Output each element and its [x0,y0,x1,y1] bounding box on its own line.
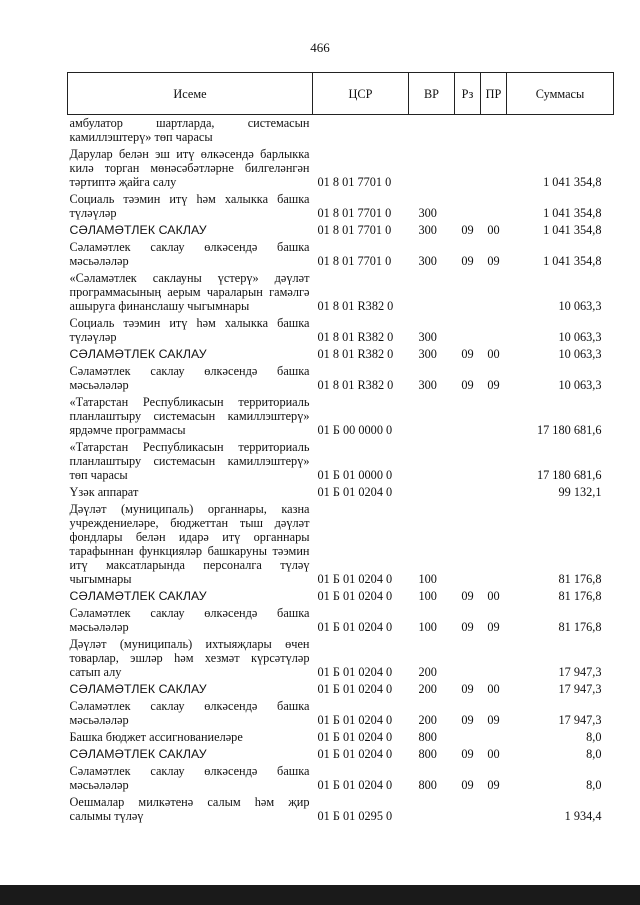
cell-pr [481,191,507,222]
cell-rz: 09 [461,254,474,268]
table-header-row [68,73,614,115]
cell-rz [455,636,481,681]
cell-rz [455,191,481,222]
cell-rz [455,501,481,588]
cell-rz [455,394,481,439]
cell-csr: 01 8 01 7701 0 [317,254,392,268]
table-row [68,346,614,363]
cell-sum: 10 063,3 [558,299,602,313]
cell-vr [409,794,455,825]
cell-pr [481,146,507,191]
cell-name: Сәламәтлек саклау өлкәсендә башка мәсьәләләр [69,764,310,792]
cell-pr [481,484,507,501]
cell-vr: 200 [418,713,437,727]
cell-vr: 300 [418,254,437,268]
cell-rz: 09 [461,682,474,696]
cell-pr [481,270,507,315]
cell-rz [455,270,481,315]
cell-vr: 300 [418,347,437,361]
cell-sum: 10 063,3 [558,330,602,344]
cell-csr: 01 8 01 7701 0 [317,223,392,237]
cell-pr [481,501,507,588]
cell-name: Сәламәтлек саклау өлкәсендә башка мәсьәләләр [69,240,310,268]
cell-sum: 17 947,3 [558,682,602,696]
header-pr: ПР [481,73,507,115]
cell-sum: 1 041 354,8 [543,223,602,237]
cell-sum: 17 947,3 [558,665,602,679]
cell-vr [409,439,455,484]
cell-name: СӘЛАМӘТЛЕК САКЛАУ [69,347,207,361]
cell-vr: 200 [418,665,437,679]
cell-vr: 800 [418,747,437,761]
cell-rz [455,115,481,147]
cell-name: Дәүләт (муниципаль) органнары, казна учреждениеләре, бюджеттан тыш дәүләт фондлары белән идарә итү органнары тарафыннан функцияләр башкаруны тәэмин итү максатларында персоналга түләү чыгымнары [69,502,310,586]
cell-pr: 09 [487,620,500,634]
cell-rz: 09 [461,747,474,761]
cell-csr: 01 Б 01 0204 0 [317,713,393,727]
header-csr: ЦСР [313,73,409,115]
cell-name: «Татарстан Республикасын территориаль планлаштыру системасын камиллэштерү» ярдәмче программасы [69,395,310,437]
cell-pr [481,115,507,147]
header-name: Исеме [68,73,313,115]
table-row [68,239,614,270]
header-vr: ВР [409,73,455,115]
cell-name: СӘЛАМӘТЛЕК САКЛАУ [69,682,207,696]
cell-vr: 300 [418,206,437,220]
cell-pr: 00 [487,347,500,361]
cell-csr: 01 Б 01 0204 0 [317,572,393,586]
cell-rz [455,729,481,746]
cell-pr: 00 [487,682,500,696]
cell-name: СӘЛАМӘТЛЕК САКЛАУ [69,589,207,603]
cell-vr: 300 [418,330,437,344]
cell-rz: 09 [461,347,474,361]
cell-sum: 8,0 [586,778,602,792]
cell-sum: 17 180 681,6 [536,423,602,437]
cell-sum: 99 132,1 [558,485,602,499]
table-row [68,222,614,239]
cell-rz: 09 [461,713,474,727]
cell-pr: 00 [487,589,500,603]
cell-pr: 09 [487,378,500,392]
cell-rz: 09 [461,620,474,634]
table-row [68,636,614,681]
cell-sum: 1 041 354,8 [543,254,602,268]
cell-sum: 81 176,8 [558,589,602,603]
table-row [68,146,614,191]
cell-pr [481,439,507,484]
table-row [68,439,614,484]
cell-csr: 01 Б 01 0204 0 [317,682,393,696]
cell-csr: 01 Б 01 0204 0 [317,620,393,634]
cell-sum: 8,0 [586,747,602,761]
table-row [68,484,614,501]
cell-csr: 01 Б 01 0295 0 [317,809,393,823]
cell-name: Дарулар белән эш итү өлкәсендә барлыкка килә торган мөнәсәбәтләрне билгеләнгән тәртиптә җайга салу [69,147,310,189]
cell-csr: 01 Б 01 0204 0 [317,747,393,761]
cell-vr [409,394,455,439]
cell-sum: 10 063,3 [558,347,602,361]
cell-csr: 01 Б 00 0000 0 [317,423,393,437]
cell-pr [481,315,507,346]
cell-name: Сәламәтлек саклау өлкәсендә башка мәсьәләләр [69,699,310,727]
table-row [68,605,614,636]
cell-rz [455,439,481,484]
cell-name: Сәламәтлек саклау өлкәсендә башка мәсьәләләр [69,606,310,634]
cell-sum: 17 947,3 [558,713,602,727]
cell-sum: 17 180 681,6 [536,468,602,482]
cell-name: Дәүләт (муниципаль) ихтыяҗлары өчен товарлар, эшләр һәм хезмәт күрсәтүләр сатып алу [69,637,310,679]
cell-name: СӘЛАМӘТЛЕК САКЛАУ [69,223,207,237]
cell-name: «Сәламәтлек саклауны үстерү» дәүләт программасының аерым чараларын гамәлгә ашыруга финанслашу чыгымнары [69,271,310,313]
cell-vr: 800 [418,730,437,744]
cell-pr: 09 [487,254,500,268]
cell-vr [409,146,455,191]
cell-vr: 100 [418,572,437,586]
table-row [68,501,614,588]
table-row [68,394,614,439]
cell-pr: 09 [487,713,500,727]
header-sum: Суммасы [507,73,614,115]
table-row [68,763,614,794]
cell-csr: 01 Б 01 0000 0 [317,468,393,482]
cell-csr: 01 Б 01 0204 0 [317,589,393,603]
cell-sum: 81 176,8 [558,620,602,634]
cell-sum: 1 934,4 [564,809,602,823]
cell-pr [481,794,507,825]
cell-rz [455,315,481,346]
cell-name: Социаль тәэмин итү һәм халыкка башка түләүләр [69,192,310,220]
cell-pr [481,394,507,439]
cell-name: Оешмалар милкәтенә салым һәм җир салымы түләү [69,795,310,823]
cell-pr: 00 [487,223,500,237]
table-row [68,794,614,825]
header-rz: Рз [455,73,481,115]
cell-vr: 100 [418,589,437,603]
cell-name: Үзәк аппарат [69,485,139,499]
cell-csr: 01 8 01 7701 0 [317,175,392,189]
cell-sum: 1 041 354,8 [543,175,602,189]
cell-csr: 01 8 01 R382 0 [317,299,394,313]
cell-rz [455,484,481,501]
cell-name: СӘЛАМӘТЛЕК САКЛАУ [69,747,207,761]
cell-vr [409,484,455,501]
cell-vr [409,270,455,315]
table-row [68,729,614,746]
cell-vr: 300 [418,378,437,392]
cell-pr [481,636,507,681]
cell-csr: 01 Б 01 0204 0 [317,665,393,679]
table-row [68,115,614,147]
cell-rz [455,146,481,191]
cell-csr: 01 8 01 R382 0 [317,378,394,392]
cell-rz [455,794,481,825]
cell-vr: 300 [418,223,437,237]
cell-pr: 00 [487,747,500,761]
scan-bottom-edge [0,885,640,905]
cell-vr: 200 [418,682,437,696]
cell-pr [481,729,507,746]
cell-csr: 01 8 01 7701 0 [317,206,392,220]
page-number: 466 [310,40,330,55]
cell-pr: 09 [487,778,500,792]
table-row [68,191,614,222]
cell-vr [409,115,455,147]
cell-rz: 09 [461,223,474,237]
cell-sum [507,115,614,147]
cell-name: Социаль тәэмин итү һәм халыкка башка түләүләр [69,316,310,344]
cell-sum: 1 041 354,8 [543,206,602,220]
cell-rz: 09 [461,589,474,603]
cell-sum: 10 063,3 [558,378,602,392]
budget-table [67,72,614,825]
cell-rz: 09 [461,778,474,792]
cell-name: амбулатор шартларда, системасын камиллэштерү» төп чарасы [69,116,310,144]
cell-sum: 81 176,8 [558,572,602,586]
table-row [68,746,614,763]
cell-name: Сәламәтлек саклау өлкәсендә башка мәсьәләләр [69,364,310,392]
table-row [68,588,614,605]
cell-csr: 01 Б 01 0204 0 [317,730,393,744]
cell-csr [313,115,409,147]
cell-vr: 800 [418,778,437,792]
table-row [68,270,614,315]
cell-rz: 09 [461,378,474,392]
cell-vr: 100 [418,620,437,634]
table-row [68,698,614,729]
cell-csr: 01 Б 01 0204 0 [317,778,393,792]
table-row [68,363,614,394]
cell-name: «Татарстан Республикасын территориаль планлаштыру системасын камиллэштерү» төп чарасы [69,440,310,482]
table-body [68,115,614,826]
table-row [68,681,614,698]
cell-csr: 01 8 01 R382 0 [317,330,394,344]
cell-csr: 01 Б 01 0204 0 [317,485,393,499]
table-row [68,315,614,346]
cell-name: Башка бюджет ассигнованиеләре [69,730,243,744]
cell-csr: 01 8 01 R382 0 [317,347,394,361]
cell-sum: 8,0 [586,730,602,744]
